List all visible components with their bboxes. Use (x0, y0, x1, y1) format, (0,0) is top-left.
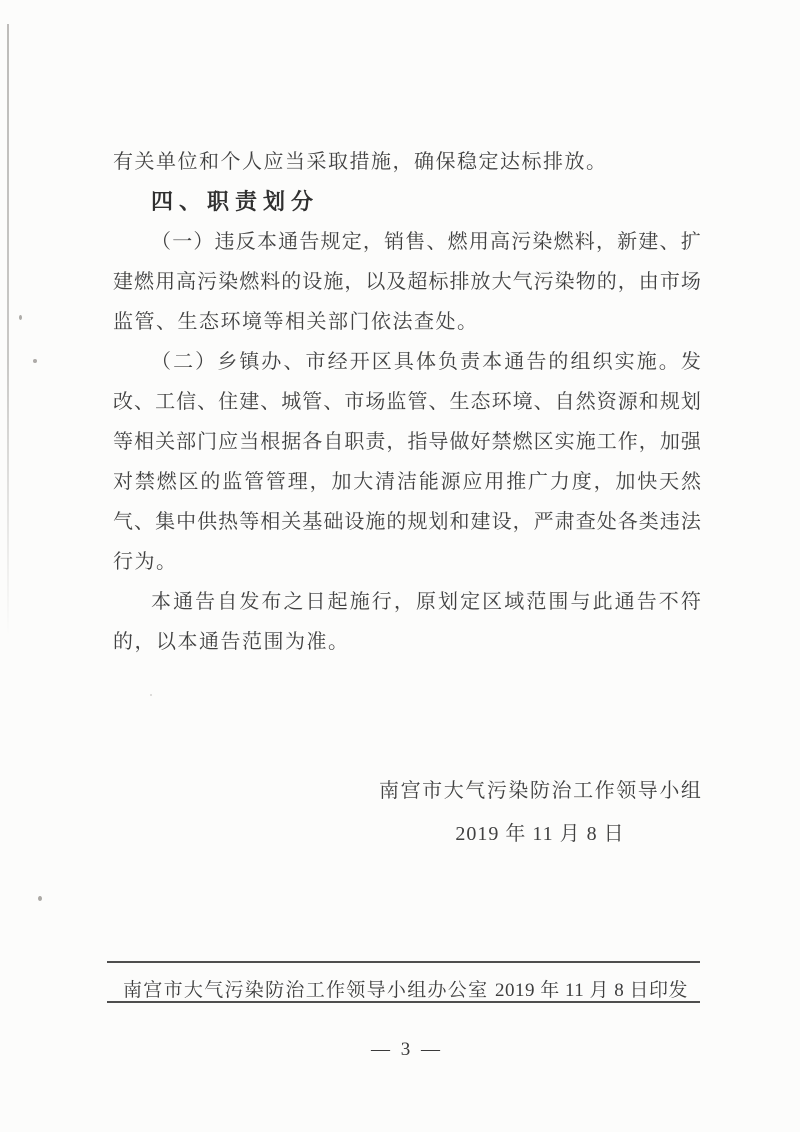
signature-date: 2019 年 11 月 8 日 (455, 823, 625, 845)
footer-issuer: 南宫市大气污染防治工作领导小组办公室 (123, 979, 489, 1001)
footer-print-date: 2019 年 11 月 8 日印发 (494, 979, 688, 1001)
scan-speck (19, 315, 22, 320)
scan-edge-line (7, 24, 9, 636)
signature-block (379, 770, 701, 856)
section-heading: 四、职责划分 (151, 189, 320, 214)
signature-organization: 南 宫 市 大 气 污 染 防 治 工 作 领 导 小 组 (379, 780, 701, 802)
paragraph-2-line: 对 禁 燃 区 的 监 管 管 理 ， 加 大 清 洁 能 源 应 用 推 广 力 度 ， 加 快 天 然 (113, 471, 701, 493)
document-body (113, 142, 701, 662)
scan-speck (33, 359, 37, 363)
paragraph-2-line: 气 、 集 中 供 热 等 相 关 基 础 设 施 的 规 划 和 建 设 ， 严 肃 查 处 各 类 违 法 (113, 511, 701, 533)
paragraph-3-line: 的，以本通告范围为准。 (113, 631, 350, 653)
scan-speck (150, 694, 152, 696)
paragraph-2-line: 改 、 工 信 、 住 建 、 城 管 、 市 场 监 管 、 生 态 环 境 、 自 然 资 源 和 规 划 (113, 391, 701, 413)
footer-bottom-rule (107, 1001, 700, 1003)
paragraph-2-line: （ 二 ） 乡 镇 办 、 市 经 开 区 具 体 负 责 本 通 告 的 组 织 实 施 。 发 (151, 351, 701, 373)
paragraph-1-line: 监管、生态环境等相关部门依法查处。 (113, 311, 479, 333)
scan-speck (38, 896, 42, 901)
paragraph-2-line: 等 相 关 部 门 应 当 根 据 各 自 职 责 ， 指 导 做 好 禁 燃 区 实 施 工 作 ， 加 强 (113, 431, 701, 453)
paragraph-2-line: 行为。 (113, 551, 178, 573)
page-number: — 3 — (371, 1039, 443, 1060)
footer-issuer-row (107, 975, 700, 1001)
paragraph-1-line: 建 燃 用 高 污 染 燃 料 的 设 施 ， 以 及 超 标 排 放 大 气 污 染 物 的 ， 由 市 场 (113, 271, 701, 293)
footer-top-rule (107, 961, 700, 963)
paragraph-3-line: 本 通 告 自 发 布 之 日 起 施 行 ， 原 划 定 区 域 范 围 与 此 通 告 不 符 (151, 591, 701, 613)
intro-line: 有关单位和个人应当采取措施，确保稳定达标排放。 (113, 151, 608, 173)
paragraph-1-line: （ 一 ） 违 反 本 通 告 规 定 ， 销 售 、 燃 用 高 污 染 燃 料 ， 新 建 、 扩 (151, 231, 701, 253)
